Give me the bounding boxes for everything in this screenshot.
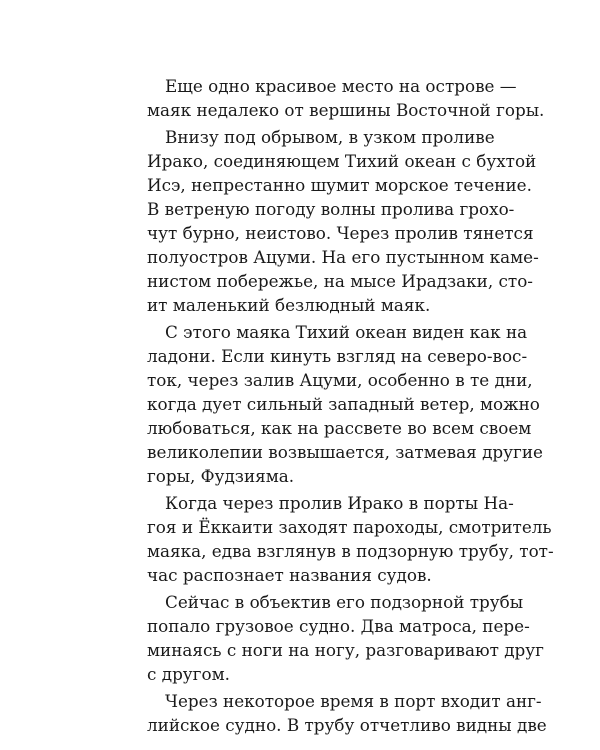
text-line: Ирако, соединяющем Тихий океан с бухтой: [147, 151, 537, 171]
text-line: Исэ, непрестанно шумит морское течение.: [147, 175, 532, 195]
text-line: Через некоторое время в порт входит анг-: [165, 691, 542, 711]
text-line: гоя и Ёккаити заходят пароходы, смотритель: [147, 517, 552, 537]
text-line: Сейчас в объектив его подзорной трубы: [165, 592, 524, 612]
text-line: великолепии возвышается, затмевая другие: [147, 442, 543, 462]
text-line: нистом побережье, на мысе Ирадзаки, сто-: [147, 271, 533, 291]
text-line: с другом.: [147, 664, 230, 684]
text-line: любоваться, как на рассвете во всем своем: [147, 418, 532, 438]
text-line: полуостров Ацуми. На его пустынном каме-: [147, 247, 539, 267]
text-line: чут бурно, неистово. Через пролив тянется: [147, 223, 534, 243]
text-line: час распознает названия судов.: [147, 565, 432, 585]
text-line: минаясь с ноги на ногу, разговаривают друг: [147, 640, 544, 660]
text-line: Еще одно красивое место на острове —: [165, 76, 517, 96]
text-line: когда дует сильный западный ветер, можно: [147, 394, 540, 414]
text-line: маяка, едва взглянув в подзорную трубу, тот-: [147, 541, 554, 561]
text-line: Когда через пролив Ирако в порты На-: [165, 493, 514, 513]
text-line: ладони. Если кинуть взгляд на северо-вос-: [147, 346, 528, 366]
text-line: маяк недалеко от вершины Восточной горы.: [147, 100, 545, 120]
text-line: С этого маяка Тихий океан виден как на: [165, 322, 528, 342]
text-line: ток, через залив Ацуми, особенно в те дни,: [147, 370, 533, 390]
text-line: лийское судно. В трубу отчетливо видны две: [147, 715, 547, 735]
text-line: ит маленький безлюдный маяк.: [147, 295, 431, 315]
text-line: попало грузовое судно. Два матроса, пере-: [147, 616, 530, 636]
text-line: Внизу под обрывом, в узком проливе: [165, 127, 495, 147]
text-line: В ветреную погоду волны пролива грохо-: [147, 199, 515, 219]
text-line: горы, Фудзияма.: [147, 466, 295, 486]
